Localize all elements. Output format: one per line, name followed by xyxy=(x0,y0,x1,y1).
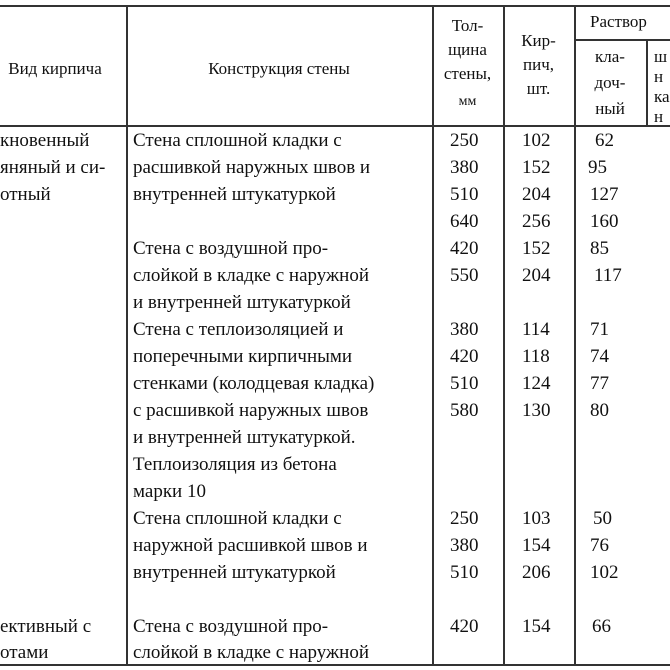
col-divider-3 xyxy=(503,6,505,666)
col-divider-1 xyxy=(126,6,128,666)
header-bottom-line xyxy=(0,125,670,127)
header-top-line xyxy=(0,5,670,7)
header-brick-type: Вид кирпича xyxy=(8,59,102,78)
header-mortar: Раствор xyxy=(590,12,647,31)
header-next-column: ш н ка н xyxy=(654,47,670,124)
mortar-subheader-line xyxy=(574,39,670,41)
table-page: Вид кирпича Конструкция стены Тол- щина стены, мм Кир- пич, шт. Раствор кла- доч- ный ш н ка н кновенный яняный и си- отный ективный с отами Стена сплошной кладки с расшивкой наружных швов и внутренней штукатуркой Стена с воздушной про- слойкой в кладке с наружной и внутренней штукатуркой Стена с теплоизоляцией и поперечными кирпичными стенками (колодцевая кладка) с расшивкой наружных швов и внутренней штукатуркой. Теплоизоляция из бетона марки 10 Стена сплошной кладки с наружной расшивкой швов и внутренней штукатуркой Стена с воздушной про- слойкой в кладке с наружной 250 102 62 380 152 95 510 204 127 640 256 160 420 152 85 550 204 117 380 114 71 420 118 74 510 124 77 580 130 80 250 103 50 380 154 76 510 206 102 420 154 66 xyxy=(0,0,670,670)
header-wall-construction: Конструкция стены xyxy=(208,59,350,78)
